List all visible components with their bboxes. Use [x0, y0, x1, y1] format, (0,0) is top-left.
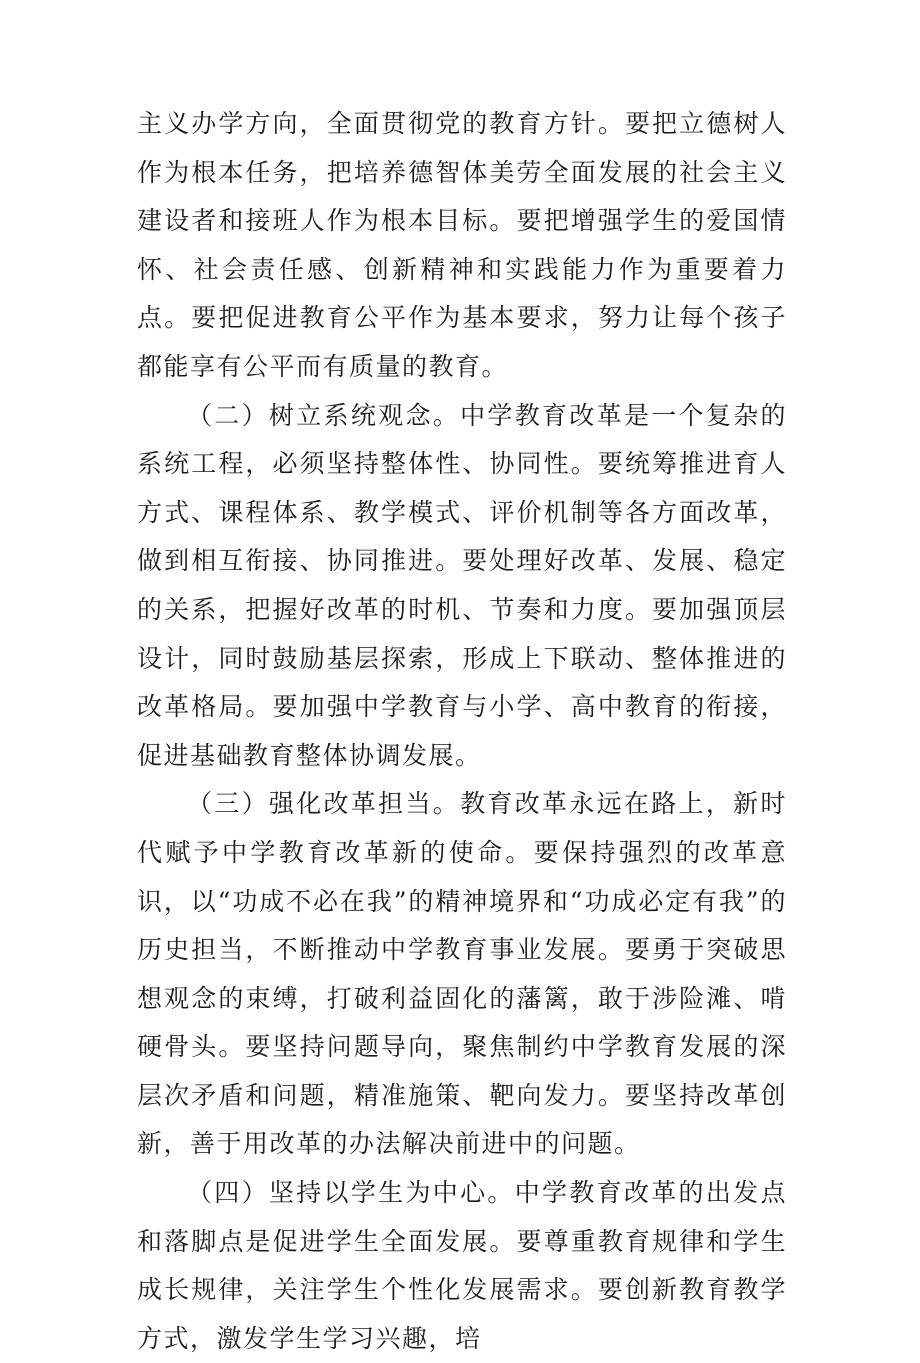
paragraph-continuation: 主义办学方向，全面贯彻党的教育方针。要把立德树人作为根本任务，把培养德智体美劳全面发展的社会主义建设者和接班人作为根本目标。要把增强学生的爱国情怀、社会责任感、创新精神和实践能力作为重要着力点。要把促进教育公平作为基本要求，努力让每个孩子都能享有公平而有质量的教育。	[137, 109, 787, 381]
paragraph-section-2: （二）树立系统观念。中学教育改革是一个复杂的系统工程，必须坚持整体性、协同性。要统筹推进育人方式、课程体系、教学模式、评价机制等各方面改革，做到相互衔接、协同推进。要处理好改革、发展、稳定的关系，把握好改革的时机、节奏和力度。要加强顶层设计，同时鼓励基层探索，形成上下联动、整体推进的改革格局。要加强中学教育与小学、高中教育的衔接，促进基础教育整体协调发展。	[137, 400, 787, 770]
paragraph-section-3: （三）强化改革担当。教育改革永远在路上，新时代赋予中学教育改革新的使命。要保持强烈的改革意识，以“功成不必在我”的精神境界和“功成必定有我”的历史担当，不断推动中学教育事业发展。要勇于突破思想观念的束缚，打破利益固化的藩篱，敢于涉险滩、啃硬骨头。要坚持问题导向，聚焦制约中学教育发展的深层次矛盾和问题，精准施策、靶向发力。要坚持改革创新，善于用改革的办法解决前进中的问题。	[137, 789, 787, 1159]
paragraph-section-4: （四）坚持以学生为中心。中学教育改革的出发点和落脚点是促进学生全面发展。要尊重教育规律和学生成长规律，关注学生个性化发展需求。要创新教育教学方式，激发学生学习兴趣，培	[137, 1178, 787, 1353]
document-body	[137, 100, 787, 1363]
